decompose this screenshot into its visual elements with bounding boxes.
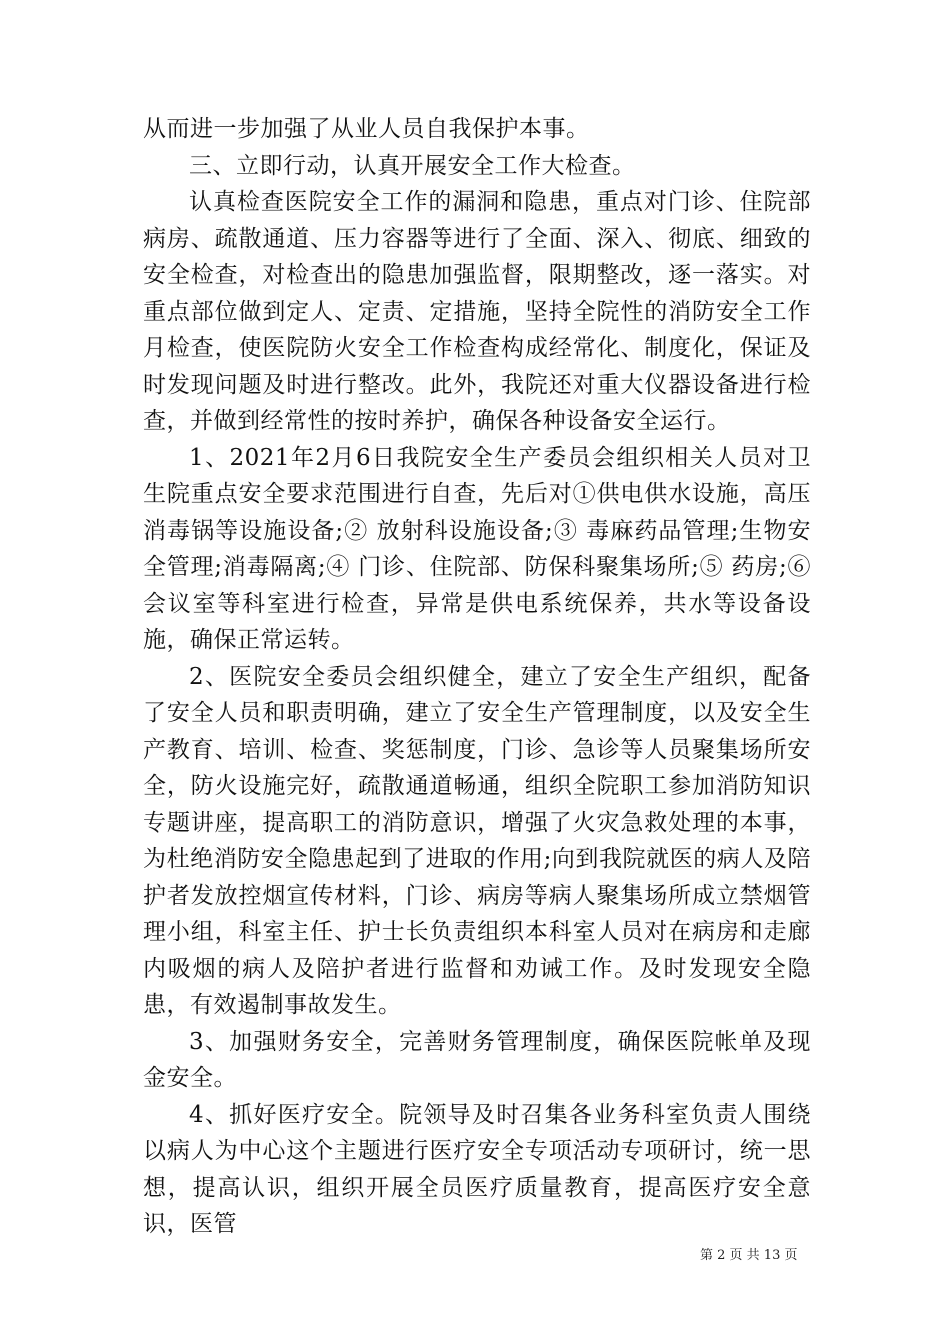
document-body [143,111,811,1243]
page-number-footer: 第 2 页 共 13 页 [700,1248,798,1263]
section-heading: 三、立即行动，认真开展安全工作大检查。 [189,152,636,179]
list-item-3: 3、加强财务安全，完善财务管理制度，确保医院帐单及现金安全。 [143,1028,811,1091]
list-item-2: 2、医院安全委员会组织健全，建立了安全生产组织，配备了安全人员和职责明确，建立了安全生产管理制度，以及安全生产教育、培训、检查、奖惩制度，门诊、急诊等人员聚集场所安全，防火设施完好，疏散通道畅通，组织全院职工参加消防知识专题讲座，提高职工的消防意识，增强了火灾急救处理的本事，为杜绝消防安全隐患起到了进取的作用;向到我院就医的病人及陪护者发放控烟宣传材料，门诊、病房等病人聚集场所成立禁烟管理小组，科室主任、护士长负责组织本科室人员对在病房和走廊内吸烟的病人及陪护者进行监督和劝诫工作。及时发现安全隐患，有效遏制事故发生。 [143,663,811,1018]
list-item-4: 4、抓好医疗安全。院领导及时召集各业务科室负责人围绕以病人为中心这个主题进行医疗安全专项活动专项研讨，统一思想，提高认识，组织开展全员医疗质量教育，提高医疗安全意识，医管 [143,1101,811,1237]
paragraph-continuation: 从而进一步加强了从业人员自我保护本事。 [143,116,590,142]
paragraph: 认真检查医院安全工作的漏洞和隐患，重点对门诊、住院部病房、疏散通道、压力容器等进行了全面、深入、彻底、细致的安全检查，对检查出的隐患加强监督，限期整改，逐一落实。对重点部位做到定人、定责、定措施，坚持全院性的消防安全工作月检查，使医院防火安全工作检查构成经常化、制度化，保证及时发现问题及时进行整改。此外，我院还对重大仪器设备进行检查，并做到经常性的按时养护，确保各种设备安全运行。 [143,189,811,434]
list-item-1: 1、2021年2月6日我院安全生产委员会组织相关人员对卫生院重点安全要求范围进行自查，先后对①供电供水设施，高压消毒锅等设施设备;② 放射科设施设备;③ 毒麻药品管理;生物安全管理;消毒隔离;④ 门诊、住院部、防保科聚集场所;⑤ 药房;⑥ 会议室等科室进行检查，异常是供电系统保养，共水等设备设施，确保正常运转。 [143,444,811,653]
